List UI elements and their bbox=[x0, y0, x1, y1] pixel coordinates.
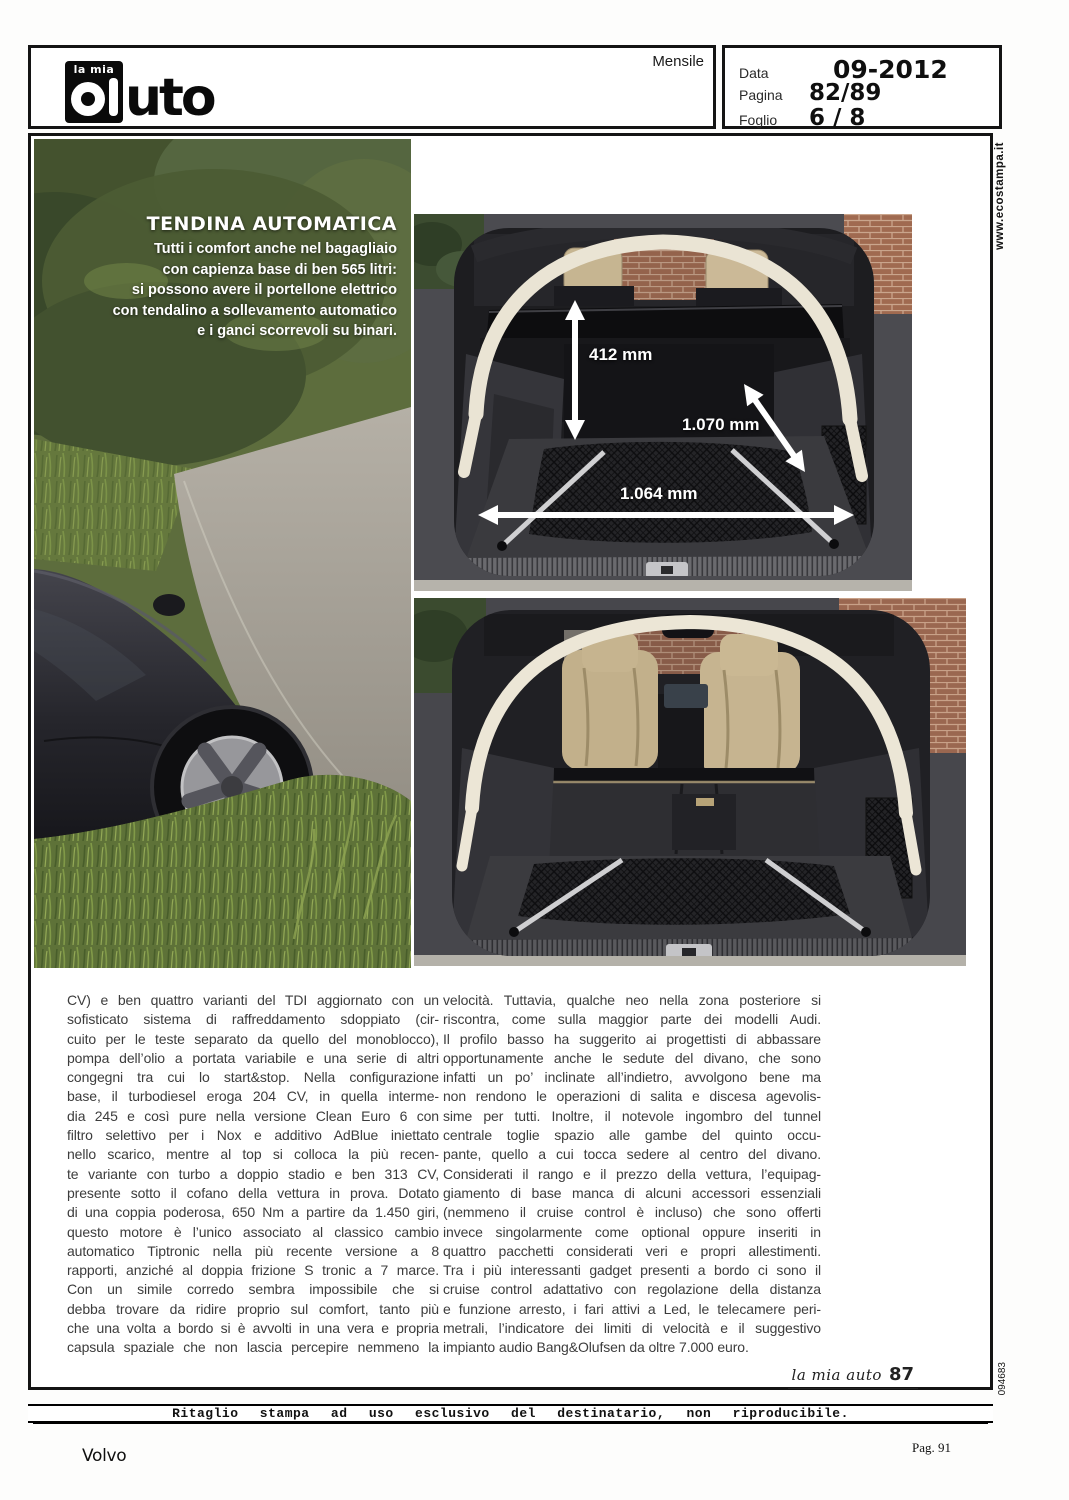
article-column-left bbox=[67, 991, 439, 1358]
text-line: Tra i più interessanti gadget presenti a bordo ci sono il bbox=[443, 1262, 821, 1279]
text-line: cuito per le teste separato da quello del monoblocco), bbox=[67, 1030, 439, 1047]
text-line: automatico Tiptronic nella più recente versione a 8 bbox=[67, 1242, 439, 1259]
text-line: di una coppia poderosa, 650 Nm a partire da 1.450 giri, bbox=[67, 1204, 439, 1221]
masthead-box bbox=[28, 45, 716, 129]
article-frame bbox=[28, 133, 993, 1390]
data-label: Data bbox=[739, 65, 769, 81]
text-line: sime per tutti. Inoltre, il notevole ingombro del tunnel bbox=[443, 1107, 821, 1124]
info-row-pagina bbox=[739, 80, 999, 105]
text-line: con capienza base di ben 565 litri: bbox=[162, 261, 397, 278]
text-line: Il profilo basso ha suggerito ai progettisti di abbassare bbox=[443, 1030, 821, 1047]
clipping-subject: Volvo bbox=[82, 1446, 127, 1466]
frequency-label: Mensile bbox=[652, 53, 704, 70]
disclaimer-text: Ritaglio stampa ad uso esclusivo del destinatario, non riproducibile. bbox=[172, 1406, 849, 1421]
text-line: presente sotto il cofano della vettura in prova. Dotato bbox=[67, 1184, 439, 1201]
logo-lamia-text: la mia bbox=[73, 63, 115, 76]
info-row-data bbox=[739, 55, 999, 84]
pagina-label: Pagina bbox=[739, 87, 783, 103]
clipping-page-ref: Pag. 91 bbox=[912, 1440, 951, 1455]
text-line: dia 245 e così pure nella versione Clean Euro 6 con bbox=[67, 1107, 439, 1124]
trunk-measurements-photo bbox=[414, 214, 912, 591]
magazine-page-reference bbox=[788, 1364, 918, 1389]
text-line: metrali, l’indicatore dei limiti di velocità e il suggestivo bbox=[443, 1320, 821, 1337]
data-value: 09-2012 bbox=[833, 55, 948, 84]
text-line: giamento di base manca di alcuni accessori essenziali bbox=[443, 1184, 821, 1201]
text-line: cruise control adattativo con regolazione della distanza bbox=[443, 1281, 821, 1298]
magazine-logo bbox=[65, 59, 214, 129]
text-line: Considerati il rango e il prezzo della vettura, l’equipag- bbox=[443, 1165, 821, 1182]
foglio-value: 6 / 8 bbox=[809, 105, 866, 131]
trunk-measurements-illustration bbox=[414, 214, 912, 591]
text-line: si possono avere il portellone elettrico bbox=[131, 282, 397, 298]
text-line: che una volta a bordo si è avvolti in una vera e propria bbox=[67, 1320, 439, 1337]
logo-a-mark bbox=[65, 61, 123, 123]
ecostampa-url-vertical: www.ecostampa.it bbox=[994, 142, 1006, 250]
reproduction-disclaimer-strip bbox=[28, 1404, 993, 1423]
measurement-width-label: 1.064 mm bbox=[620, 484, 698, 503]
text-line: filtro selettivo per i Nox e additivo AdBlue iniettato bbox=[67, 1127, 439, 1144]
text-line: capsula spaziale che non lascia percepire nemmeno la bbox=[67, 1339, 439, 1356]
magazine-page-number: 87 bbox=[888, 1364, 914, 1385]
text-line: questo motore è l’unico associato al classico cambio bbox=[67, 1223, 439, 1240]
text-line: con tendalino a sollevamento automatico bbox=[112, 302, 397, 319]
photo-caption-overlay bbox=[52, 213, 397, 342]
foglio-label: Foglio bbox=[739, 112, 778, 128]
car-exterior-photo bbox=[34, 139, 411, 968]
article-column-right bbox=[443, 991, 821, 1358]
text-line: Con un simile corredo sembra impossibile che si bbox=[67, 1281, 439, 1298]
info-row-foglio bbox=[739, 105, 999, 130]
text-line: base, il turbodiesel eroga 204 CV, in quella interme- bbox=[67, 1088, 439, 1105]
text-line: centrale toglie spazio alle gambe del quinto occu- bbox=[443, 1127, 821, 1144]
text-line: Tutti i comfort anche nel bagagliaio bbox=[153, 241, 397, 257]
text-line: rapporti, anziché al doppia frizione S tronic a 7 marce. bbox=[67, 1262, 439, 1279]
caption-title: TENDINA AUTOMATICA bbox=[146, 213, 397, 235]
trunk-folded-illustration bbox=[414, 598, 966, 966]
text-line: e i ganci scorrevoli su binari. bbox=[197, 323, 397, 339]
text-line: pante, quello a cui tocca sedere al centro del divano. bbox=[443, 1146, 821, 1163]
text-line: infatti un po’ inclinate all’indietro, avvolgono bene ma bbox=[443, 1069, 821, 1086]
text-line: opportunamente anche le sedute del divano, che sono bbox=[443, 1049, 821, 1066]
text-line: invece singolarmente come optional oppure inseriti in bbox=[443, 1223, 821, 1240]
measurement-diagonal-label: 1.070 mm bbox=[682, 415, 760, 434]
text-line: (nemmeno il cruise control è incluso) che sono offerti bbox=[443, 1204, 821, 1221]
text-line: velocità. Tuttavia, qualche neo nella zona posteriore si bbox=[443, 992, 821, 1008]
text-line: impianto audio Bang&Olufsen da oltre 7.000 euro. bbox=[443, 1339, 749, 1356]
text-line: sofisticato sistema di raffreddamento sdoppiato (cir- bbox=[67, 1011, 439, 1028]
text-line: pompa dell’olio a portata variabile e una serie di altri bbox=[67, 1049, 439, 1066]
text-line: e funzione arresto, i fari attivi a Led, le telecamere peri- bbox=[443, 1300, 821, 1317]
text-line: congegni tra cui lo start&stop. Nella configurazione bbox=[67, 1069, 439, 1086]
text-line: CV) e ben quattro varianti del TDI aggiornato con un bbox=[67, 992, 439, 1008]
logo-a-bowl bbox=[71, 82, 105, 116]
text-line: nello scarico, mentre al top si colloca la più recen- bbox=[67, 1146, 439, 1163]
text-line: riscontra, come sulla maggior parte dei modelli Audi. bbox=[443, 1011, 821, 1028]
caption-lines bbox=[52, 239, 397, 342]
clipping-info-box bbox=[722, 45, 1002, 129]
logo-a-stem bbox=[109, 78, 118, 116]
text-line: quattro pacchetti considerati veri e propri allestimenti. bbox=[443, 1242, 821, 1259]
measurement-height-label: 412 mm bbox=[589, 345, 653, 364]
trunk-seats-folded-photo bbox=[414, 598, 966, 966]
logo-uto-text: uto bbox=[125, 68, 214, 129]
text-line: te variante con turbo a doppio stadio e ben 313 CV, bbox=[67, 1165, 439, 1182]
text-line: non rendono le operazioni di salita e discesa agevolis- bbox=[443, 1088, 821, 1105]
pagina-value: 82/89 bbox=[809, 80, 882, 106]
text-line: debba trovare da ridire proprio sul comfort, tanto più bbox=[67, 1300, 439, 1317]
magazine-name: la mia auto bbox=[791, 1366, 882, 1384]
clipping-code-vertical: 094683 bbox=[997, 1362, 1008, 1396]
